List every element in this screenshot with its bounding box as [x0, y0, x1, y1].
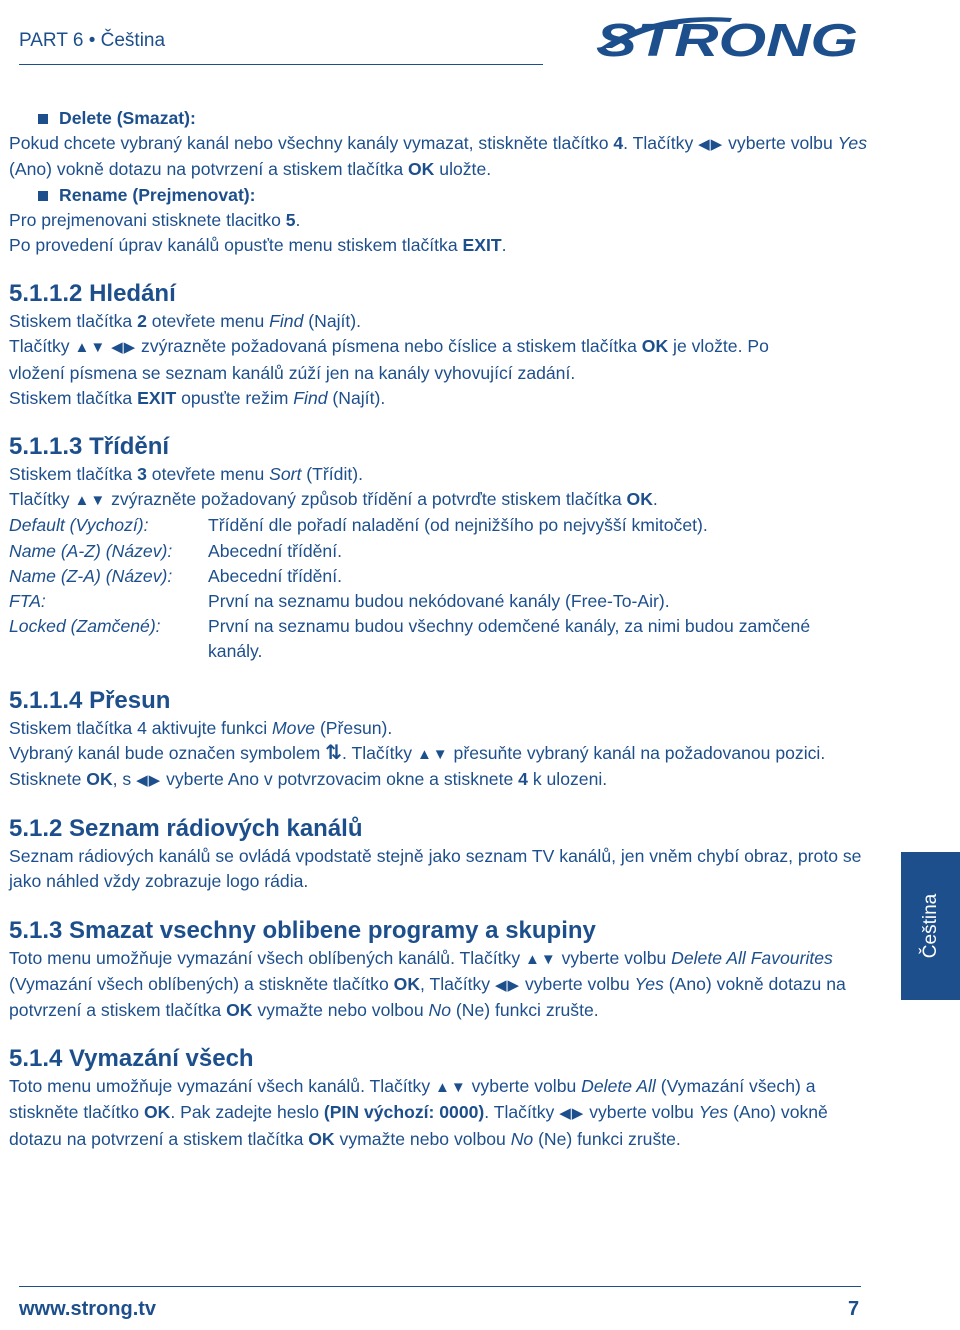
no-option: No	[510, 1128, 534, 1149]
up-down-arrows-icon: ▲▼	[74, 492, 107, 510]
yes-option: Yes	[837, 133, 867, 154]
left-right-arrows-icon: ◀▶	[495, 976, 521, 994]
text: opusťte režim	[176, 387, 294, 408]
text: (Ne) funkci zrušte.	[533, 1128, 681, 1149]
text: Pro prejmenovani stisknete tlacitko	[9, 209, 286, 230]
footer-url[interactable]: www.strong.tv	[19, 1298, 157, 1320]
text: Tlačítky	[9, 489, 75, 510]
text: vymažte nebo volbou	[252, 1000, 429, 1021]
rename-title: Rename (Prejmenovat):	[59, 184, 256, 205]
search-line-3: vložení písmena se seznam kanálů zúží jen na kanály vyhovující zadání.	[9, 362, 576, 383]
ok-key: OK	[226, 1000, 253, 1021]
delete-favourites-text	[9, 946, 879, 1024]
sort-line-2	[9, 487, 879, 513]
footer-rule	[19, 1286, 861, 1287]
text: (Ano) vokně dotazu na potvrzení a stiskem tlačítka	[9, 973, 846, 1021]
exit-key: EXIT	[462, 235, 502, 256]
logo-text: STRONG	[596, 14, 858, 62]
text: (Ano) vokně dotazu na potvrzení a stiskem tlačítka	[9, 1102, 828, 1149]
main-content	[9, 106, 879, 1152]
up-down-arrows-icon: ▲▼	[74, 339, 107, 357]
key-5: 5	[285, 209, 296, 230]
up-down-arrows-icon: ▲▼	[416, 745, 449, 763]
section-heading-delete-all: 5.1.4 Vymazání všech	[9, 1045, 254, 1073]
sort-line-1	[9, 462, 879, 487]
section-heading-sort: 5.1.1.3 Třídění	[9, 433, 170, 461]
text: vyberte volbu	[723, 133, 838, 154]
text: . Pak zadejte heslo	[170, 1102, 324, 1123]
sort-option-key: Default (Vychozí):	[9, 515, 149, 536]
ok-key: OK	[393, 973, 421, 994]
text: (Najít).	[303, 311, 362, 332]
move-line-3	[9, 767, 879, 793]
header-rule	[19, 64, 543, 65]
left-right-arrows-icon: ◀▶	[111, 339, 137, 357]
text: (Přesun).	[315, 717, 393, 738]
text: Vybraný kanál bude označen symbolem	[9, 742, 326, 763]
sort-option-desc: Abecední třídění.	[208, 565, 342, 586]
sort-menu: Sort	[269, 464, 302, 485]
sort-option-desc: První na seznamu budou nekódované kanály (Free-To-Air).	[208, 591, 670, 612]
bullet-delete	[9, 106, 879, 131]
delete-text	[9, 131, 879, 182]
text: Pokud chcete vybraný kanál nebo všechny kanály vymazat, stiskněte tlačítko	[9, 133, 614, 154]
up-down-arrows-icon: ▲▼	[525, 950, 557, 968]
sort-option-row	[9, 539, 858, 564]
rename-exit-text	[9, 233, 879, 258]
bullet-rename	[9, 183, 879, 208]
text: zvýrazněte požadovaný způsob třídění a potvrďte stiskem tlačítka	[106, 489, 627, 510]
text: (Vymazání všech oblíbených) a stiskněte tlačítko	[9, 973, 394, 994]
delete-all-favourites-option: Delete All Favourites	[671, 947, 833, 968]
text: Stiskem tlačítka	[9, 464, 138, 485]
text: Toto menu umožňuje vymazání všech oblíbených kanálů. Tlačítky	[9, 947, 526, 968]
text: otevřete menu	[146, 311, 270, 332]
text: .	[501, 235, 507, 256]
sort-option-key: Locked (Zamčené):	[9, 616, 161, 637]
text: . Tlačítky	[341, 742, 417, 763]
key-3: 3	[137, 464, 147, 485]
page-number: 7	[848, 1298, 860, 1320]
delete-all-text	[9, 1074, 879, 1152]
search-line-1	[9, 309, 879, 334]
text: vyberte volbu	[466, 1076, 582, 1097]
section-heading-move: 5.1.1.4 Přesun	[9, 686, 171, 714]
text: přesuňte vybraný kanál na požadovanou pozici.	[448, 742, 826, 763]
pin-default: (PIN výchozí: 0000)	[323, 1102, 485, 1123]
text: (Třídit).	[301, 464, 363, 485]
move-line-1	[9, 716, 879, 741]
exit-key: EXIT	[137, 387, 177, 408]
text: . Tlačítky	[623, 133, 699, 154]
ok-key: OK	[86, 769, 113, 790]
text: Stiskem tlačítka	[9, 311, 138, 332]
ok-key: OK	[143, 1102, 171, 1123]
yes-option: Yes	[634, 973, 664, 994]
ok-key: OK	[626, 489, 653, 510]
text: , Tlačítky	[420, 973, 495, 994]
sort-option-row	[9, 614, 858, 664]
move-line-2	[9, 741, 879, 767]
left-right-arrows-icon: ◀▶	[136, 772, 162, 790]
delete-all-option: Delete All	[581, 1076, 656, 1097]
text: Toto menu umožňuje vymazání všech kanálů. Tlačítky	[9, 1076, 436, 1097]
left-right-arrows-icon: ◀▶	[698, 136, 724, 154]
text: vyberte volbu	[520, 973, 635, 994]
left-right-arrows-icon: ◀▶	[559, 1105, 585, 1123]
sort-option-desc: První na seznamu budou všechny odemčené kanály, za nimi budou zamčené kanály.	[208, 616, 811, 662]
no-option: No	[428, 1000, 452, 1021]
sort-option-key: Name (A-Z) (Název):	[9, 540, 173, 561]
search-line-2	[9, 334, 879, 360]
sort-option-key: Name (Z-A) (Název):	[9, 565, 173, 586]
text: (Ano) vokně dotazu na potvrzení a stiskem tlačítka	[9, 159, 408, 180]
yes-option: Yes	[698, 1102, 729, 1123]
square-bullet-icon	[38, 191, 48, 201]
search-line-4	[9, 386, 879, 411]
ok-key: OK	[641, 336, 669, 357]
text: vyberte volbu	[556, 947, 672, 968]
ok-key: OK	[308, 1128, 335, 1149]
text: Po provedení úprav kanálů opusťte menu stiskem tlačítka	[9, 235, 463, 256]
radio-text: Seznam rádiových kanálů se ovládá vpodstatě stejně jako seznam TV kanálů, jen vněm chybí obraz, proto se jako náhled vždy zobrazuje logo rádia.	[9, 846, 862, 892]
sort-option-key: FTA:	[9, 591, 46, 612]
section-heading-radio: 5.1.2 Seznam rádiových kanálů	[9, 815, 363, 843]
text: . Tlačítky	[484, 1102, 560, 1123]
sort-option-desc: Abecední třídění.	[208, 540, 342, 561]
find-menu: Find	[269, 311, 304, 332]
text: vyberte volbu	[584, 1102, 699, 1123]
sort-options-table	[9, 513, 858, 664]
strong-logo	[592, 10, 862, 62]
text: .	[295, 209, 301, 230]
key-2: 2	[137, 311, 147, 332]
text: (Najít).	[327, 387, 386, 408]
section-heading-search: 5.1.1.2 Hledání	[9, 280, 176, 308]
header-left: PART 6 • Čeština	[19, 30, 166, 51]
sort-option-row	[9, 564, 858, 589]
sort-option-row	[9, 513, 858, 538]
text: , s	[112, 769, 137, 790]
text: otevřete menu	[146, 464, 270, 485]
language-side-tab	[901, 852, 960, 1000]
text: Stisknete	[9, 769, 87, 790]
rename-text	[9, 208, 879, 233]
ok-key: OK	[408, 159, 435, 180]
key-4: 4	[518, 769, 528, 790]
sort-option-desc: Třídění dle pořadí naladění (od nejnižšího po nejvyšší kmitočet).	[208, 515, 708, 536]
text: .	[652, 489, 658, 510]
text: vyberte Ano v potvrzovacim okne a stisknete	[161, 769, 519, 790]
up-down-arrows-icon: ▲▼	[435, 1079, 467, 1097]
text: zvýrazněte požadovaná písmena nebo číslice a stiskem tlačítka	[136, 336, 642, 357]
text: Stiskem tlačítka 4 aktivujte funkci	[9, 717, 273, 738]
delete-title: Delete (Smazat):	[59, 108, 196, 128]
move-function: Move	[272, 717, 316, 738]
text: (Vymazání všech) a stiskněte tlačítko	[9, 1076, 816, 1123]
section-heading-delete-favourites: 5.1.3 Smazat vsechny oblibene programy a skupiny	[9, 916, 596, 944]
square-bullet-icon	[38, 114, 48, 124]
text: je vložte. Po	[668, 336, 769, 357]
text: uložte.	[434, 159, 492, 180]
text: vymažte nebo volbou	[334, 1128, 511, 1149]
text: k ulozeni.	[527, 769, 608, 790]
move-arrows-icon: ⇅	[325, 741, 342, 764]
find-mode: Find	[293, 387, 328, 408]
side-tab-label: Čeština	[919, 893, 941, 959]
key-4: 4	[613, 133, 624, 154]
text: Stiskem tlačítka	[9, 387, 138, 408]
text: (Ne) funkci zrušte.	[451, 1000, 599, 1021]
text: Tlačítky	[9, 336, 75, 357]
sort-option-row	[9, 589, 858, 614]
